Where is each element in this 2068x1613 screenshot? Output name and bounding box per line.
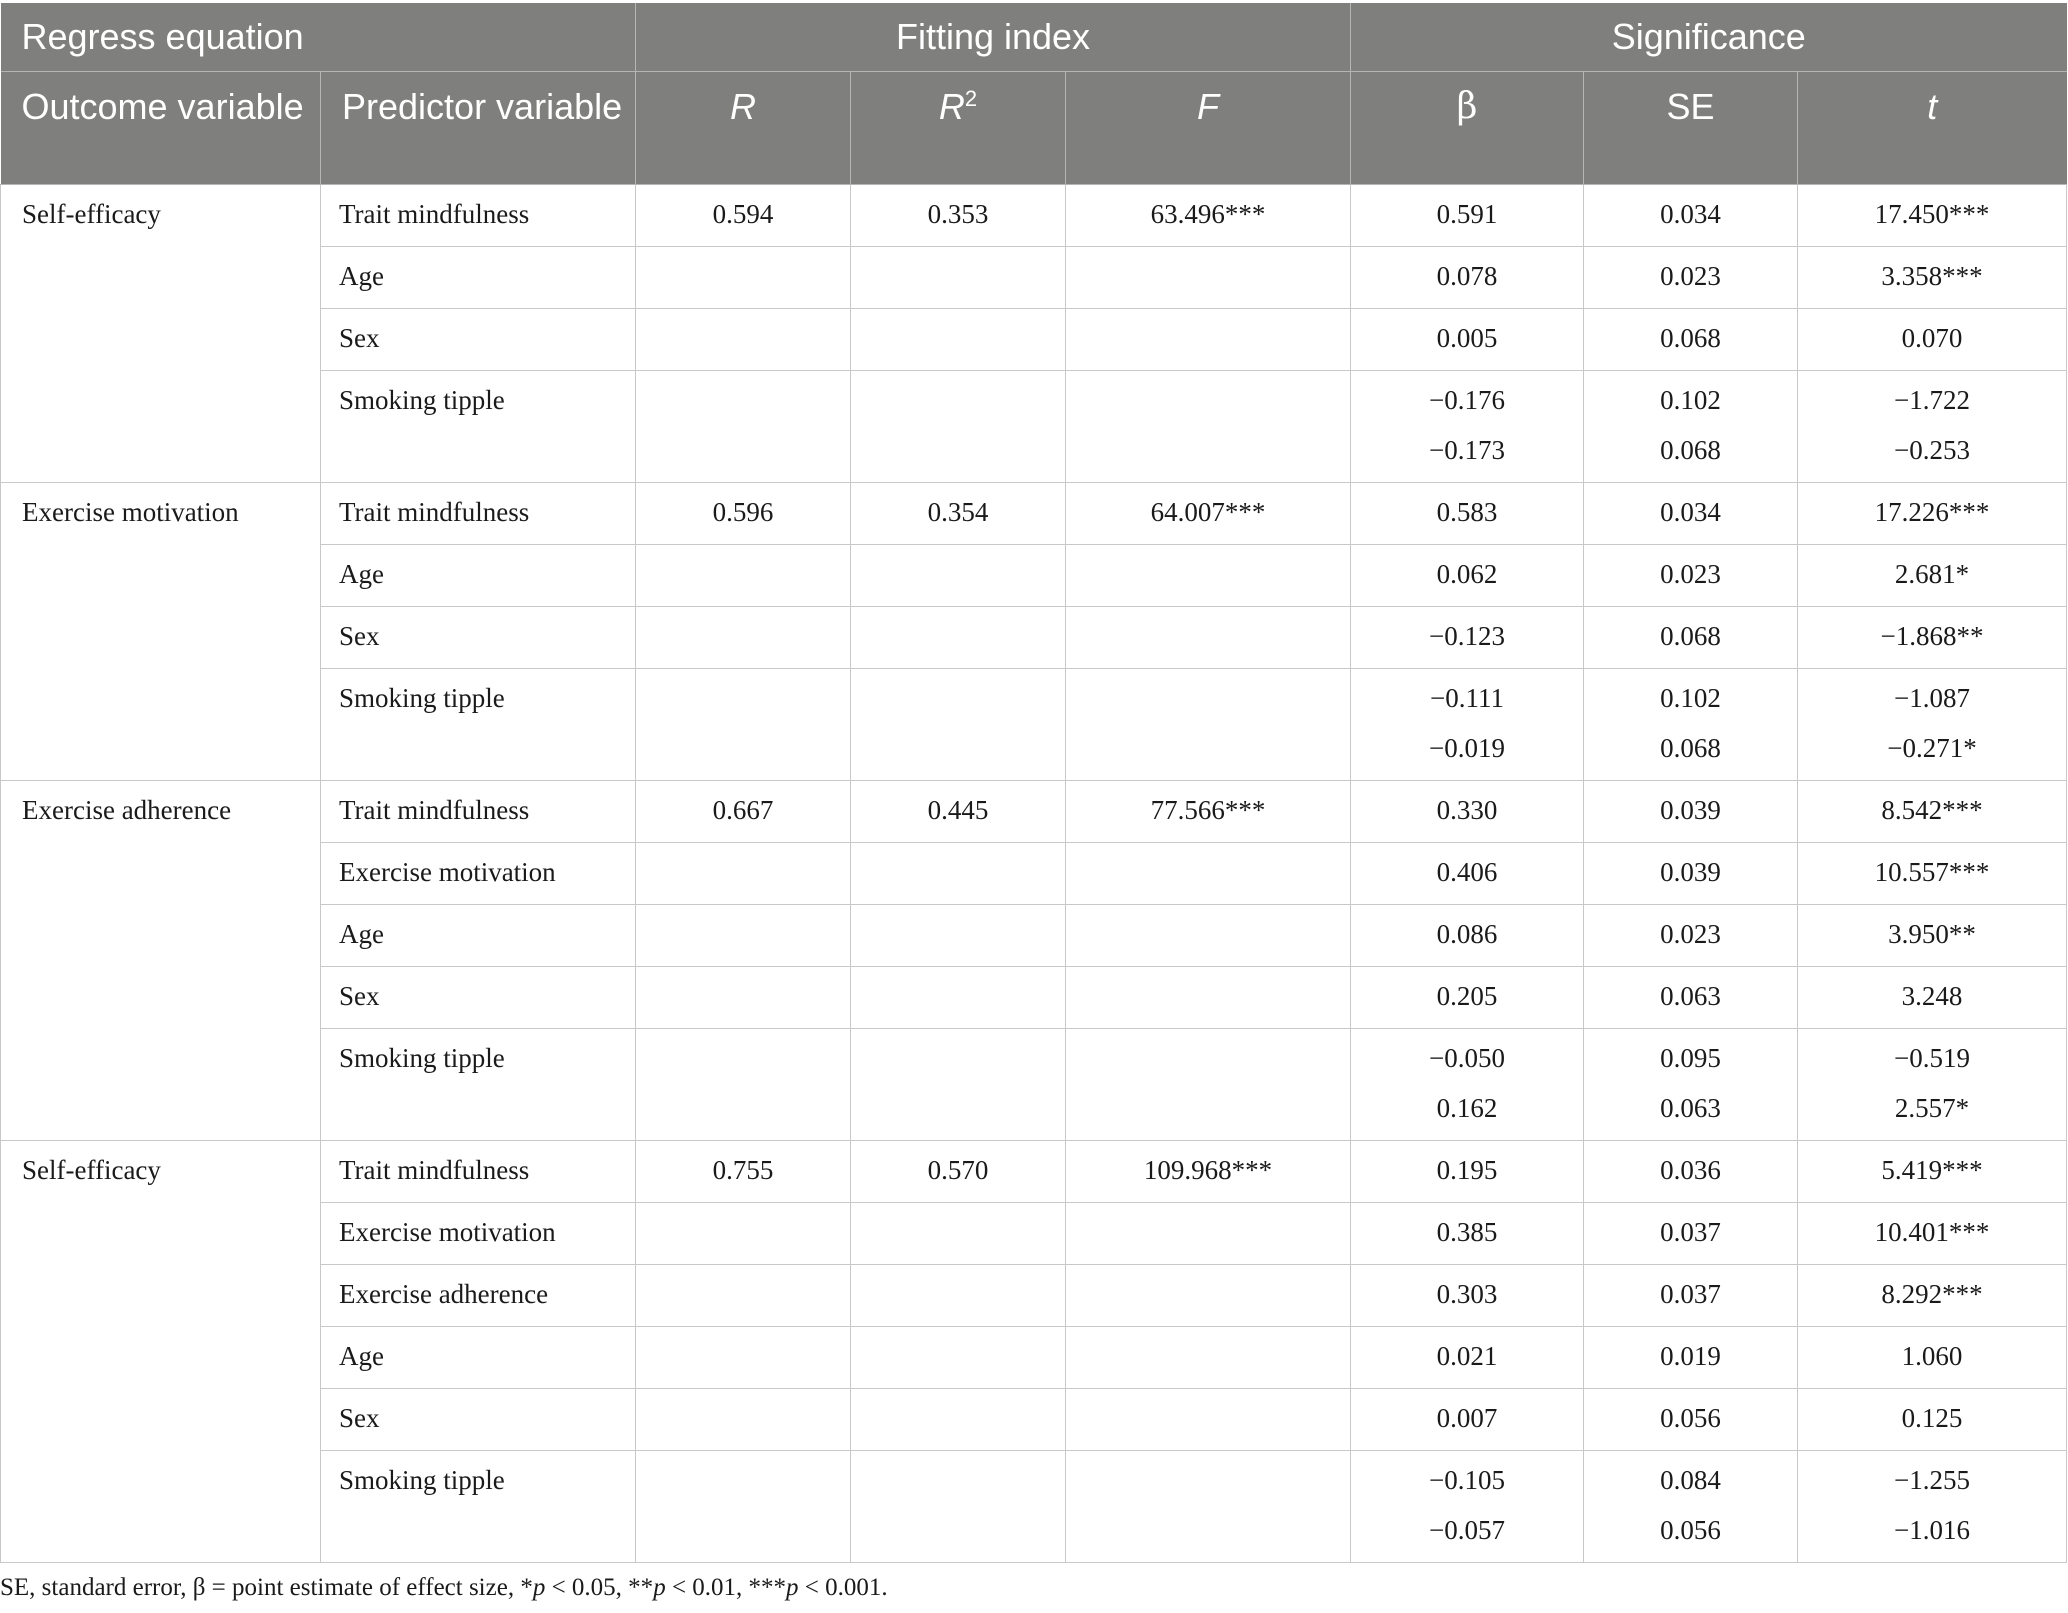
predictor-cell (321, 606, 636, 668)
se-cell (1584, 842, 1798, 904)
beta-cell (1351, 966, 1584, 1028)
predictor-cell (321, 246, 636, 308)
f-cell (1066, 370, 1351, 482)
predictor-cell-value: Exercise adherence (339, 1278, 549, 1309)
t-cell-value: 10.557*** (1874, 856, 1990, 887)
r-cell-value: 0.667 (712, 794, 774, 825)
r-squared-cell (851, 482, 1066, 544)
se-cell (1584, 780, 1798, 842)
outcome-variable: Exercise adherence (22, 794, 232, 825)
predictor-cell (321, 1264, 636, 1326)
se-cell-value: 0.102 (1660, 384, 1721, 415)
r-cell (636, 544, 851, 606)
predictor-cell-value: Age (339, 1340, 384, 1371)
predictor-cell-value: Trait mindfulness (339, 198, 530, 229)
t-cell-value: 5.419*** (1881, 1154, 1983, 1185)
t-cell-value: 3.950** (1888, 918, 1976, 949)
f-cell-value: 109.968*** (1143, 1154, 1273, 1185)
t-cell-value: 10.401*** (1874, 1216, 1990, 1247)
r-cell (636, 668, 851, 780)
beta-cell (1351, 1140, 1584, 1202)
header-r-squared-base: R (938, 85, 965, 127)
t-cell (1798, 668, 2067, 780)
beta-cell (1351, 246, 1584, 308)
t-cell (1798, 1326, 2067, 1388)
t-cell (1798, 308, 2067, 370)
t-cell (1798, 606, 2067, 668)
r-squared-cell-value: 0.445 (927, 794, 989, 825)
r-squared-cell (851, 370, 1066, 482)
t-cell-value: −1.722 (1894, 384, 1970, 415)
f-cell-value: 64.007*** (1150, 496, 1266, 527)
t-cell (1798, 544, 2067, 606)
t-cell-value: 8.292*** (1881, 1278, 1983, 1309)
beta-cell-value: −0.105 (1429, 1464, 1505, 1495)
outcome-variable-cell (1, 184, 321, 482)
se-cell-value: 0.023 (1660, 558, 1721, 589)
t-cell-value: 3.358*** (1881, 260, 1983, 291)
beta-cell-value: 0.062 (1436, 558, 1498, 589)
predictor-cell (321, 780, 636, 842)
se-cell-value: 0.037 (1660, 1216, 1721, 1247)
se-cell-value: 0.102 (1660, 682, 1721, 713)
se-cell-value: 0.039 (1660, 794, 1721, 825)
table-row (1, 1140, 2067, 1202)
predictor-cell-value: Exercise motivation (339, 856, 556, 887)
header-predictor-variable: Predictor variable (321, 71, 636, 184)
r-squared-cell-value: 0.353 (927, 198, 989, 229)
beta-cell-value-2: −0.019 (1429, 732, 1505, 763)
t-cell-value: 17.450*** (1874, 198, 1990, 229)
t-cell-value: −1.868** (1880, 620, 1984, 651)
se-cell (1584, 1388, 1798, 1450)
r-squared-cell (851, 668, 1066, 780)
header-regress-equation: Regress equation (1, 3, 636, 71)
se-cell (1584, 1028, 1798, 1140)
se-cell-value-2: 0.063 (1660, 1092, 1721, 1123)
beta-cell-value: −0.050 (1429, 1042, 1505, 1073)
predictor-cell (321, 308, 636, 370)
beta-cell-value: 0.205 (1436, 980, 1498, 1011)
predictor-cell (321, 544, 636, 606)
r-cell (636, 1388, 851, 1450)
predictor-cell-value: Age (339, 918, 384, 949)
r-cell (636, 842, 851, 904)
beta-cell-value: −0.176 (1429, 384, 1505, 415)
r-cell (636, 1450, 851, 1562)
se-cell (1584, 1264, 1798, 1326)
beta-cell (1351, 482, 1584, 544)
r-squared-cell (851, 606, 1066, 668)
beta-cell-value: 0.195 (1436, 1154, 1498, 1185)
beta-cell-value: 0.086 (1436, 918, 1498, 949)
se-cell-value: 0.039 (1660, 856, 1721, 887)
f-cell (1066, 184, 1351, 246)
beta-cell (1351, 308, 1584, 370)
f-cell (1066, 668, 1351, 780)
r-cell-value: 0.594 (712, 198, 774, 229)
r-squared-cell (851, 904, 1066, 966)
header-t: t (1798, 71, 2067, 184)
se-cell-value: 0.023 (1660, 918, 1721, 949)
t-cell (1798, 1264, 2067, 1326)
f-cell (1066, 842, 1351, 904)
se-cell-value-2: 0.068 (1660, 732, 1721, 763)
t-cell (1798, 1202, 2067, 1264)
r-squared-cell-value: 0.570 (927, 1154, 989, 1185)
table-row (1, 482, 2067, 544)
r-cell (636, 370, 851, 482)
header-fitting-index: Fitting index (636, 3, 1351, 71)
se-cell (1584, 1202, 1798, 1264)
t-cell-value-2: 2.557* (1894, 1092, 1970, 1123)
r-squared-cell (851, 1450, 1066, 1562)
t-cell-value-2: −0.271* (1887, 732, 1977, 763)
beta-cell (1351, 842, 1584, 904)
beta-cell (1351, 668, 1584, 780)
r-cell (636, 1140, 851, 1202)
r-cell (636, 780, 851, 842)
r-squared-cell (851, 780, 1066, 842)
t-cell (1798, 780, 2067, 842)
se-cell (1584, 246, 1798, 308)
se-cell-value: 0.063 (1660, 980, 1721, 1011)
footnote-text: SE, standard error, β = point estimate of effect size, *p < 0.05, **p < 0.01, ***p < 0.001. (0, 1574, 888, 1601)
r-squared-cell (851, 842, 1066, 904)
se-cell (1584, 184, 1798, 246)
se-cell-value: 0.068 (1660, 620, 1721, 651)
t-cell-value: 0.125 (1901, 1402, 1963, 1433)
outcome-variable-cell (1, 482, 321, 780)
beta-cell (1351, 1388, 1584, 1450)
outcome-variable: Exercise motivation (22, 496, 239, 527)
f-cell-value: 77.566*** (1150, 794, 1266, 825)
beta-cell-value: 0.005 (1436, 322, 1498, 353)
t-cell-value: −1.087 (1894, 682, 1970, 713)
t-cell (1798, 184, 2067, 246)
r-cell (636, 1326, 851, 1388)
predictor-cell (321, 842, 636, 904)
r-squared-cell (851, 1028, 1066, 1140)
regression-table (0, 3, 2067, 1563)
beta-cell (1351, 370, 1584, 482)
se-cell (1584, 370, 1798, 482)
table-row (1, 184, 2067, 246)
beta-cell (1351, 780, 1584, 842)
t-cell (1798, 1388, 2067, 1450)
t-cell-value: 8.542*** (1881, 794, 1983, 825)
predictor-cell-value: Age (339, 558, 384, 589)
t-cell-value: 3.248 (1901, 980, 1963, 1011)
beta-cell-value-2: 0.162 (1436, 1092, 1498, 1123)
header-r-squared (851, 71, 1066, 184)
t-cell (1798, 1450, 2067, 1562)
beta-cell (1351, 1202, 1584, 1264)
se-cell (1584, 966, 1798, 1028)
r-cell-value: 0.596 (712, 496, 774, 527)
se-cell-value: 0.095 (1660, 1042, 1721, 1073)
predictor-cell (321, 966, 636, 1028)
table-body (1, 184, 2067, 1562)
se-cell-value-2: 0.056 (1660, 1514, 1721, 1545)
r-squared-cell (851, 1264, 1066, 1326)
header-r-squared-sup: 2 (964, 85, 978, 111)
beta-cell-value: 0.583 (1436, 496, 1498, 527)
predictor-cell (321, 1202, 636, 1264)
se-cell-value: 0.056 (1660, 1402, 1721, 1433)
header-f: F (1066, 71, 1351, 184)
t-cell (1798, 1028, 2067, 1140)
r-cell (636, 246, 851, 308)
predictor-cell (321, 1326, 636, 1388)
se-cell (1584, 544, 1798, 606)
predictor-cell-value: Age (339, 260, 384, 291)
f-cell (1066, 904, 1351, 966)
table-row (1, 780, 2067, 842)
r-squared-cell (851, 184, 1066, 246)
predictor-cell-value: Trait mindfulness (339, 794, 530, 825)
predictor-cell (321, 1028, 636, 1140)
r-cell (636, 1202, 851, 1264)
t-cell-value: 2.681* (1894, 558, 1970, 589)
outcome-variable: Self-efficacy (22, 198, 161, 229)
t-cell (1798, 966, 2067, 1028)
beta-cell (1351, 1450, 1584, 1562)
r-cell-value: 0.755 (712, 1154, 774, 1185)
se-cell (1584, 1326, 1798, 1388)
beta-cell-value: −0.111 (1430, 682, 1504, 713)
r-squared-cell (851, 246, 1066, 308)
header-r: R (636, 71, 851, 184)
beta-cell-value: 0.078 (1436, 260, 1498, 291)
se-cell (1584, 1450, 1798, 1562)
r-squared-cell (851, 308, 1066, 370)
r-cell (636, 308, 851, 370)
outcome-variable-cell (1, 780, 321, 1140)
se-cell-value: 0.084 (1660, 1464, 1721, 1495)
table-footnote (0, 1573, 888, 1603)
f-cell (1066, 1326, 1351, 1388)
se-cell-value: 0.019 (1660, 1340, 1721, 1371)
beta-cell (1351, 544, 1584, 606)
r-cell (636, 1028, 851, 1140)
predictor-cell (321, 1388, 636, 1450)
predictor-cell-value: Sex (339, 620, 380, 651)
f-cell (1066, 1264, 1351, 1326)
predictor-cell (321, 482, 636, 544)
predictor-cell (321, 668, 636, 780)
r-cell (636, 482, 851, 544)
beta-cell-value: 0.007 (1436, 1402, 1498, 1433)
r-squared-cell (851, 1388, 1066, 1450)
beta-cell (1351, 184, 1584, 246)
predictor-cell-value: Smoking tipple (339, 1042, 505, 1073)
beta-cell (1351, 606, 1584, 668)
f-cell-value: 63.496*** (1150, 198, 1266, 229)
t-cell-value-2: −0.253 (1894, 434, 1970, 465)
predictor-cell-value: Smoking tipple (339, 1464, 505, 1495)
predictor-cell-value: Smoking tipple (339, 682, 505, 713)
t-cell-value: −0.519 (1894, 1042, 1970, 1073)
header-se: SE (1584, 71, 1798, 184)
se-cell-value: 0.037 (1660, 1278, 1721, 1309)
predictor-cell (321, 1450, 636, 1562)
beta-cell-value: −0.123 (1429, 620, 1505, 651)
beta-cell (1351, 1028, 1584, 1140)
se-cell-value: 0.023 (1660, 260, 1721, 291)
t-cell-value: 1.060 (1901, 1340, 1963, 1371)
r-squared-cell (851, 966, 1066, 1028)
predictor-cell-value: Sex (339, 322, 380, 353)
f-cell (1066, 966, 1351, 1028)
predictor-cell-value: Smoking tipple (339, 384, 505, 415)
beta-cell (1351, 1326, 1584, 1388)
t-cell (1798, 246, 2067, 308)
outcome-variable-cell (1, 1140, 321, 1562)
f-cell (1066, 246, 1351, 308)
table-header (1, 3, 2067, 184)
beta-cell (1351, 904, 1584, 966)
r-squared-cell (851, 1326, 1066, 1388)
predictor-cell-value: Trait mindfulness (339, 496, 530, 527)
predictor-cell-value: Exercise motivation (339, 1216, 556, 1247)
t-cell-value: −1.255 (1894, 1464, 1970, 1495)
f-cell (1066, 544, 1351, 606)
t-cell (1798, 482, 2067, 544)
f-cell (1066, 1028, 1351, 1140)
beta-cell-value-2: −0.173 (1429, 434, 1505, 465)
f-cell (1066, 780, 1351, 842)
f-cell (1066, 1450, 1351, 1562)
predictor-cell (321, 370, 636, 482)
t-cell-value: 0.070 (1901, 322, 1963, 353)
r-squared-cell-value: 0.354 (927, 496, 989, 527)
predictor-cell (321, 1140, 636, 1202)
se-cell-value: 0.036 (1660, 1154, 1721, 1185)
f-cell (1066, 482, 1351, 544)
header-significance: Significance (1351, 3, 2067, 71)
predictor-cell-value: Trait mindfulness (339, 1154, 530, 1185)
r-squared-cell (851, 1140, 1066, 1202)
se-cell-value-2: 0.068 (1660, 434, 1721, 465)
beta-cell-value: 0.591 (1436, 198, 1498, 229)
r-squared-cell (851, 544, 1066, 606)
t-cell (1798, 1140, 2067, 1202)
predictor-cell (321, 904, 636, 966)
t-cell (1798, 370, 2067, 482)
se-cell-value: 0.034 (1660, 496, 1721, 527)
t-cell-value: 17.226*** (1874, 496, 1990, 527)
r-squared-cell (851, 1202, 1066, 1264)
se-cell (1584, 668, 1798, 780)
outcome-variable: Self-efficacy (22, 1154, 161, 1185)
header-outcome-variable: Outcome variable (1, 71, 321, 184)
f-cell (1066, 308, 1351, 370)
f-cell (1066, 1388, 1351, 1450)
predictor-cell (321, 184, 636, 246)
r-cell (636, 904, 851, 966)
se-cell-value: 0.034 (1660, 198, 1721, 229)
se-cell (1584, 904, 1798, 966)
r-cell (636, 966, 851, 1028)
beta-cell-value: 0.330 (1436, 794, 1498, 825)
header-beta: β (1351, 71, 1584, 184)
t-cell (1798, 842, 2067, 904)
r-cell (636, 184, 851, 246)
t-cell (1798, 904, 2067, 966)
beta-cell-value: 0.385 (1436, 1216, 1498, 1247)
predictor-cell-value: Sex (339, 980, 380, 1011)
se-cell (1584, 606, 1798, 668)
beta-cell-value: 0.303 (1436, 1278, 1498, 1309)
r-cell (636, 606, 851, 668)
predictor-cell-value: Sex (339, 1402, 380, 1433)
beta-cell-value-2: −0.057 (1429, 1514, 1505, 1545)
se-cell (1584, 308, 1798, 370)
beta-cell-value: 0.406 (1436, 856, 1498, 887)
se-cell (1584, 482, 1798, 544)
beta-cell-value: 0.021 (1436, 1340, 1498, 1371)
r-cell (636, 1264, 851, 1326)
se-cell (1584, 1140, 1798, 1202)
f-cell (1066, 606, 1351, 668)
beta-cell (1351, 1264, 1584, 1326)
f-cell (1066, 1140, 1351, 1202)
t-cell-value-2: −1.016 (1894, 1514, 1970, 1545)
f-cell (1066, 1202, 1351, 1264)
se-cell-value: 0.068 (1660, 322, 1721, 353)
